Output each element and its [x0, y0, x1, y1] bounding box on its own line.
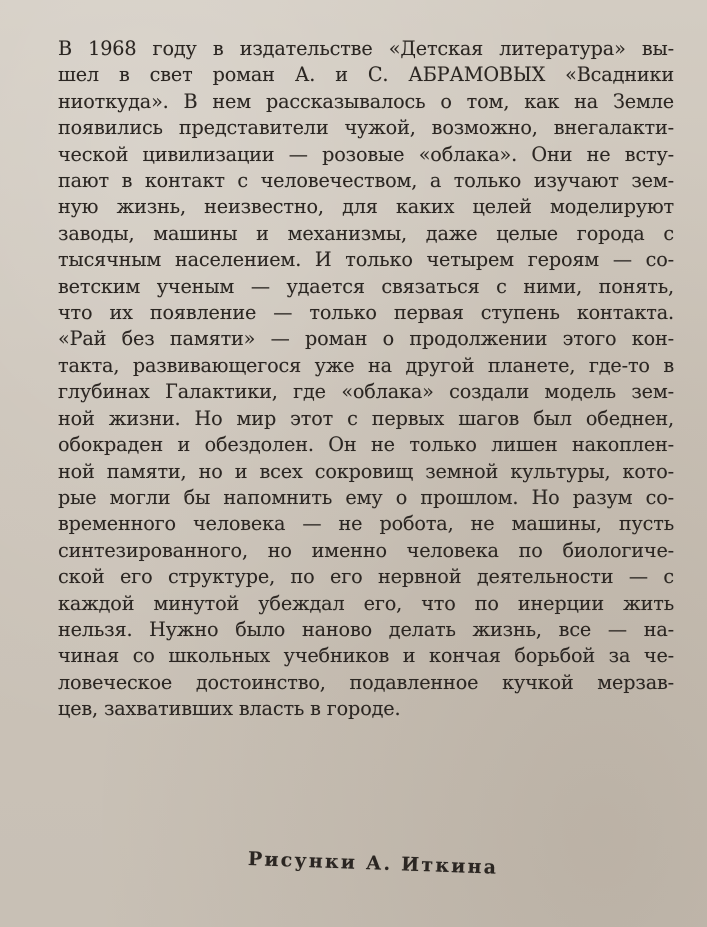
text-line: ской его структуре, по его нервной деятельности — с	[58, 565, 674, 589]
text-line: временного человека — не робота, не машины, пусть	[58, 512, 674, 536]
text-line: заводы, машины и механизмы, даже целые города с	[58, 221, 674, 245]
text-line: В 1968 году в издательстве «Детская литература» вы-	[58, 37, 674, 60]
illustrator-credit: Рисунки А. Иткина	[247, 848, 499, 879]
text-line: ниоткуда». В нем рассказывалось о том, как на Земле	[58, 89, 674, 113]
text-line: ную жизнь, неизвестно, для каких целей моделируют	[58, 195, 674, 219]
text-line: каждой минутой убеждал его, что по инерции жить	[58, 591, 674, 615]
book-annotation-paragraph	[58, 36, 674, 723]
text-line: рые могли бы напомнить ему о прошлом. Но разум со-	[58, 485, 674, 509]
text-line: появились представители чужой, возможно, внегалакти-	[58, 116, 674, 140]
text-line: шел в свет роман А. и С. АБРАМОВЫХ «Всадники	[58, 63, 674, 87]
text-line: пают в контакт с человечеством, а только изучают зем-	[58, 169, 674, 193]
text-line: глубинах Галактики, где «облака» создали модель зем-	[58, 380, 674, 404]
text-line: цев, захвативших власть в городе.	[58, 697, 401, 721]
text-line: синтезированного, но именно человека по биологиче-	[58, 538, 674, 562]
text-line: обокраден и обездолен. Он не только лишен накоплен-	[58, 433, 674, 457]
text-line: ческой цивилизации — розовые «облака». Они не всту-	[58, 142, 674, 166]
text-line: такта, развивающегося уже на другой планете, где-то в	[58, 353, 674, 377]
text-line: что их появление — только первая ступень контакта.	[58, 301, 674, 325]
text-line: «Рай без памяти» — роман о продолжении этого кон-	[58, 327, 674, 351]
text-line: ловеческое достоинство, подавленное кучкой мерзав-	[58, 670, 674, 694]
text-line: ной памяти, но и всех сокровищ земной культуры, кото-	[58, 459, 674, 483]
text-line: чиная со школьных учебников и кончая борьбой за че-	[58, 644, 674, 668]
text-line: ной жизни. Но мир этот с первых шагов был обеднен,	[58, 406, 674, 430]
text-line: ветским ученым — удается связаться с ними, понять,	[58, 274, 674, 298]
text-line: нельзя. Нужно было наново делать жизнь, все — на-	[58, 617, 674, 641]
text-line: тысячным населением. И только четырем героям — со-	[58, 248, 674, 272]
